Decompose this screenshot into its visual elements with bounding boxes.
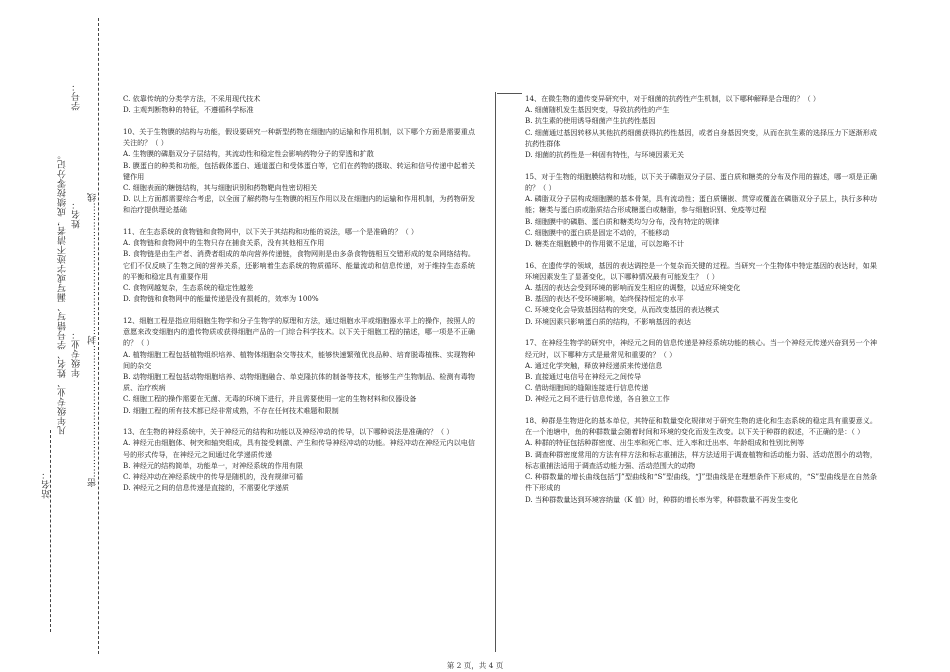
notice-text: 凡年级专业、姓名、学号错写、漏写或字迹不清者，成绩按零分记。	[58, 150, 68, 435]
school-underline	[50, 430, 51, 632]
option-text: D. 糖类在细胞膜中的作用微不足道，可以忽略不计	[525, 238, 684, 248]
question-stem: 15、对于生物的细胞膜结构和功能，以下关于磷脂双分子层、蛋白质和糖类的分布及作用的描述，哪一项是正确的？（ ）	[525, 171, 877, 192]
question-stem: 10、关于生物膜的结构与功能，假设要研究一种新型药物在细胞内的运输和作用机制，以下哪个方面是需要重点关注的？（ ）	[123, 126, 475, 148]
question-stem: 13、在生物的神经系统中，关于神经元的结构和功能以及神经冲动的传导，以下哪种说法是准确的？（ ）	[123, 427, 454, 437]
question-stem: 11、在生态系统的食物链和食物网中，以下关于其结构和功能的说法，哪一个是准确的？（ ）	[123, 227, 419, 237]
option-text: A. 通过化学突触，释放神经递质来传递信息	[525, 360, 663, 370]
option-text: B. 神经元的结构简单，功能单一，对神经系统的作用有限	[123, 460, 303, 470]
option-text: C. 借助细胞间的缝隙连接进行信息传递	[525, 383, 649, 393]
school-label: 站名：	[42, 470, 52, 499]
option-text: C. 神经冲动在神经系统中的传导是随机的，没有规律可循	[123, 472, 303, 482]
question-block	[525, 93, 877, 160]
option-text: A. 神经元由细胞体、树突和轴突组成，具有接受刺激、产生和传导神经冲动的功能。神经冲动在神经元内以电信号的形式传导，在神经元之间通过化学递质传递	[123, 438, 475, 459]
question-block	[123, 226, 475, 304]
option-text: A. 生物膜的磷脂双分子层结构，其流动性和稳定性会影响药物分子的穿透和扩散	[123, 149, 374, 159]
question-block	[123, 315, 475, 416]
question-stem: 18、种群是生物进化的基本单位，其特征和数量变化规律对于研究生物的进化和生态系统的稳定具有重要意义。在一个池塘中，鱼的种群数量会随着时间和环境的变化而发生改变。以下关于种群的叙述，不正确的是：（ ）	[525, 416, 877, 437]
option-text: A. 细菌随机发生基因突变，导致抗药性的产生	[525, 105, 670, 115]
option-text: C. 细胞工程的操作需要在无菌、无毒的环境下进行，并且需要使用一定的生物材料和仪器设备	[123, 394, 417, 404]
question-block	[525, 260, 877, 327]
option-text: D. 以上方面都需要综合考虑，以全面了解药物与生物膜的相互作用以及在细胞内的运输和作用机制，为药物研发和治疗提供理论基础	[123, 194, 475, 215]
student-id-label: 学号：	[72, 82, 82, 111]
binding-margin	[0, 0, 110, 672]
option-text: D. 神经元之间不进行信息传递，各自独立工作	[525, 394, 670, 404]
page-footer: 第 2 页，共 4 页	[446, 661, 504, 670]
right-column	[525, 93, 877, 515]
option-text: D. 环境因素只影响蛋白质的结构，不影响基因的表达	[525, 316, 692, 326]
carry-over-options	[123, 93, 475, 115]
option-text: D. 神经元之间的信息传递是直接的，不需要化学递质	[123, 483, 290, 493]
option-text: B. 抗生素的使用诱导细菌产生抗药性基因	[525, 116, 656, 126]
option-text: B. 基因的表达不受环境影响，始终保持恒定的水平	[525, 294, 684, 304]
option-text: B. 调查种群密度常用的方法有样方法和标志重捕法，样方法适用于调查植物和活动能力弱、活动范围小的动物，标志重捕法适用于调查活动能力强、活动范围大的动物	[525, 449, 877, 470]
option-text: A. 基因的表达会受到环境的影响而发生相应的调整，以适应环境变化	[525, 283, 741, 293]
option-text: D. 食物链和食物网中的能量传递是没有损耗的，效率为 100%	[123, 294, 319, 304]
option-text: D. 当种群数量达到环境容纳量（K 值）时，种群的增长率为零，种群数量不再发生变化	[525, 494, 798, 504]
option-text: D. 细菌的抗药性是一种固有特性，与环境因素无关	[525, 150, 684, 160]
option-text: B. 膜蛋白的种类和功能，包括载体蛋白、通道蛋白和受体蛋白等，它们在药物的摄取、转运和信号传递中起着关键作用	[123, 160, 475, 181]
question-block	[525, 337, 877, 404]
option-text: B. 食物链是由生产者、消费者组成的单向营养传递链，食物网则是由多条食物链相互交错形成的复杂网络结构。它们不仅反映了生物之间的营养关系，还影响着生态系统的物质循环、能量流动和信息传递，对于维持生态系统的平衡和稳定具有重要作用	[123, 249, 475, 281]
option-text: D. 细胞工程的所有技术都已经非常成熟，不存在任何技术难题和限制	[123, 405, 339, 415]
seal-line-text: 密……………………………………封……………………………………线	[88, 192, 98, 488]
option-text: C. 细胞表面的糖链结构，其与细胞识别和药物靶向性密切相关	[123, 182, 318, 192]
option-text: C. 细菌通过基因转移从其他抗药细菌获得抗药性基因，或者自身基因突变，从而在抗生素的选择压力下逐渐形成抗药性群体	[525, 127, 877, 148]
option-text: B. 动物细胞工程包括动物细胞培养、动物细胞融合、单克隆抗体的制备等技术，能够生产生物制品、检测有毒物质、治疗疾病	[123, 371, 475, 393]
option-text: A. 植物细胞工程包括植物组织培养、植物体细胞杂交等技术，能够快速繁殖优良品种、培育脱毒植株、实现物种间的杂交	[123, 349, 475, 370]
option-text: D. 主观判断物种的特征，不遵循科学标准	[123, 105, 254, 115]
option-text: C. 细胞膜中的蛋白质是固定不动的，不能移动	[525, 227, 670, 237]
option-text: A. 食物链和食物网中的生物只存在捕食关系，没有其他相互作用	[123, 238, 325, 248]
option-text: B. 直接通过电信号在神经元之间传导	[525, 371, 642, 381]
option-text: A. 种群的特征包括种群密度、出生率和死亡率、迁入率和迁出率、年龄组成和性别比例等	[525, 438, 805, 448]
option-text: B. 细胞膜中的磷脂、蛋白质和糖类均匀分布，没有特定的规律	[525, 216, 720, 226]
option-text: A. 磷脂双分子层构成细胞膜的基本骨架，具有流动性；蛋白质镶嵌、贯穿或覆盖在磷脂双分子层上，执行多种功能；糖类与蛋白质或脂质结合形成糖蛋白或糖脂，参与细胞识别、免疫等过程	[525, 194, 877, 215]
question-stem: 14、在微生物的遗传变异研究中，对于细菌的抗药性产生机制，以下哪种解释是合理的？（ ）	[525, 94, 821, 103]
question-block	[525, 415, 877, 505]
question-block	[525, 171, 877, 249]
question-block	[123, 126, 475, 216]
question-stem: 17、在神经生物学的研究中，神经元之间的信息传递是神经系统功能的核心。当一个神经元传递兴奋到另一个神经元时，以下哪种方式是最常见和重要的？（ ）	[525, 338, 877, 359]
name-label: 姓名：	[72, 200, 82, 229]
column-top-rule	[497, 93, 522, 94]
question-stem: 12、细胞工程是指应用细胞生物学和分子生物学的原理和方法，通过细胞水平或细胞器水平上的操作，按照人的意愿来改变细胞内的遗传物质或获得细胞产品的一门综合科学技术。以下关于细胞工程的描述，哪一项是不正确的？（ ）	[123, 315, 475, 348]
question-block	[123, 426, 475, 493]
option-text: C. 食物网越复杂，生态系统的稳定性越差	[123, 283, 254, 293]
grade-major-label: 年级专业：	[72, 330, 82, 378]
option-text: C. 依靠传统的分类学方法，不采用现代技术	[123, 94, 261, 103]
left-column	[123, 93, 475, 504]
option-text: C. 种群数量的增长曲线包括“J”型曲线和“S”型曲线，“J”型曲线是在理想条件下形成的，“S”型曲线是在自然条件下形成的	[525, 472, 877, 493]
option-text: C. 环境变化会导致基因结构的突变，从而改变基因的表达模式	[525, 305, 720, 315]
question-stem: 16、在遗传学的领域，基因的表达调控是一个复杂而关键的过程。当研究一个生物体中特定基因的表达时，如果环境因素发生了显著变化，以下哪种情况最有可能发生？（ ）	[525, 260, 877, 281]
column-divider	[495, 92, 496, 652]
